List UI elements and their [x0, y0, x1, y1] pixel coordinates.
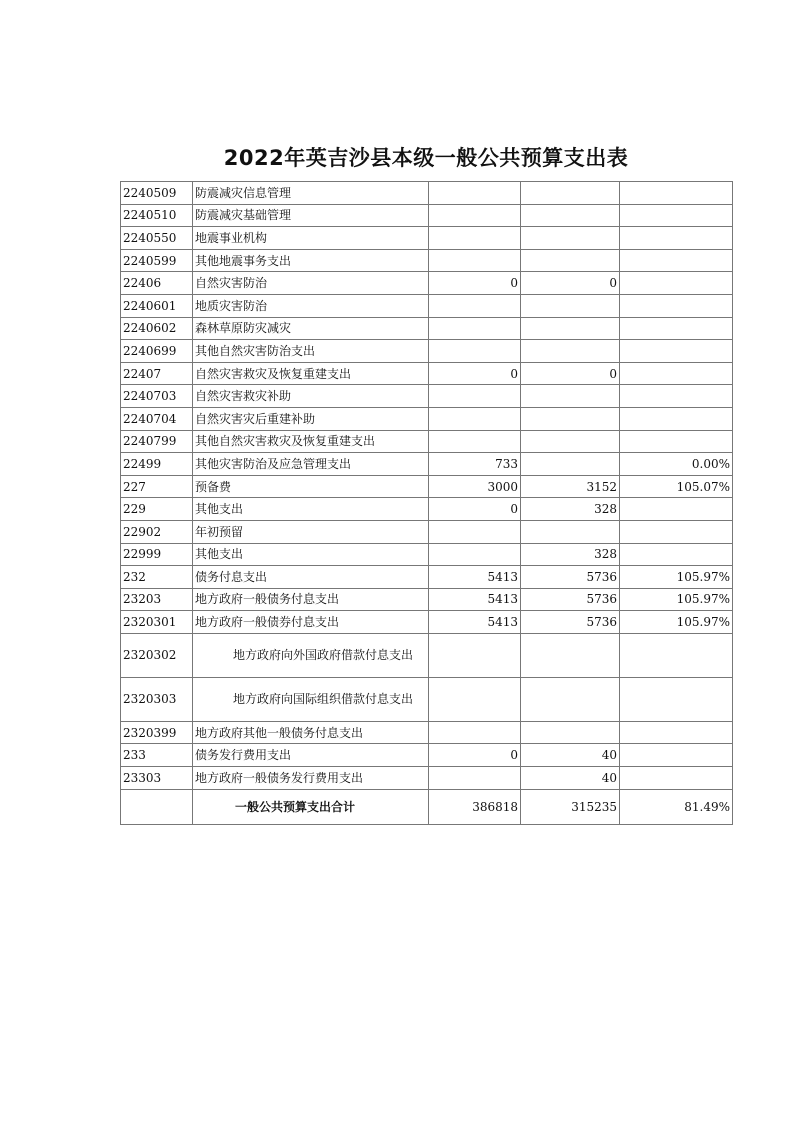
subject-name: 地方政府一般债务发行费用支出: [193, 767, 429, 790]
subject-name: 其他自然灾害防治支出: [193, 340, 429, 363]
subject-name: 债务付息支出: [193, 566, 429, 589]
ratio-value: [620, 407, 733, 430]
budget-value: 0: [429, 362, 521, 385]
ratio-value: [620, 362, 733, 385]
subject-name: 森林草原防灾减灾: [193, 317, 429, 340]
table-row: [121, 520, 733, 543]
actual-value: [521, 340, 620, 363]
subject-code: 2240550: [121, 227, 193, 250]
budget-value: [429, 317, 521, 340]
budget-value: [429, 721, 521, 744]
subject-code: 23303: [121, 767, 193, 790]
budget-value: [429, 227, 521, 250]
total-row: [121, 789, 733, 824]
actual-value: 0: [521, 272, 620, 295]
budget-value: 0: [429, 498, 521, 521]
ratio-value: 105.97%: [620, 566, 733, 589]
total-ratio-value: 81.49%: [620, 789, 733, 824]
subject-code: [121, 789, 193, 824]
budget-value: [429, 249, 521, 272]
budget-value: 0: [429, 744, 521, 767]
ratio-value: [620, 294, 733, 317]
actual-value: [521, 227, 620, 250]
budget-value: [429, 385, 521, 408]
subject-code: 2240799: [121, 430, 193, 453]
subject-code: 232: [121, 566, 193, 589]
ratio-value: 105.97%: [620, 611, 733, 634]
budget-value: [429, 340, 521, 363]
table-row: [121, 475, 733, 498]
ratio-value: 0.00%: [620, 453, 733, 476]
table-row: [121, 744, 733, 767]
ratio-value: [620, 543, 733, 566]
budget-value: 0: [429, 272, 521, 295]
ratio-value: [620, 498, 733, 521]
subject-name-text: 地方政府向外国政府借款付息支出: [233, 648, 414, 663]
actual-value: 40: [521, 744, 620, 767]
actual-value: 5736: [521, 611, 620, 634]
actual-value: [521, 633, 620, 677]
budget-value: [429, 182, 521, 205]
actual-value: [521, 453, 620, 476]
table-row: [121, 182, 733, 205]
actual-value: 5736: [521, 566, 620, 589]
table-row: [121, 611, 733, 634]
budget-value: 5413: [429, 588, 521, 611]
ratio-value: [620, 204, 733, 227]
subject-code: 2240602: [121, 317, 193, 340]
subject-name: 地方政府其他一般债务付息支出: [193, 721, 429, 744]
actual-value: 0: [521, 362, 620, 385]
budget-value: [429, 294, 521, 317]
table-row: [121, 317, 733, 340]
table-row: [121, 566, 733, 589]
budget-value: 733: [429, 453, 521, 476]
table-row: [121, 543, 733, 566]
subject-name: 其他地震事务支出: [193, 249, 429, 272]
subject-name: 地震事业机构: [193, 227, 429, 250]
total-actual-value: 315235: [521, 789, 620, 824]
actual-value: [521, 294, 620, 317]
actual-value: [521, 204, 620, 227]
subject-name: [193, 633, 429, 677]
subject-code: 2240703: [121, 385, 193, 408]
table-row: [121, 249, 733, 272]
total-label: 一般公共预算支出合计: [193, 789, 429, 824]
subject-code: 2320399: [121, 721, 193, 744]
subject-code: 2240599: [121, 249, 193, 272]
subject-name: 地质灾害防治: [193, 294, 429, 317]
subject-name: 自然灾害救灾及恢复重建支出: [193, 362, 429, 385]
actual-value: 5736: [521, 588, 620, 611]
subject-name: [193, 677, 429, 721]
actual-value: 328: [521, 543, 620, 566]
budget-value: [429, 407, 521, 430]
budget-value: [429, 677, 521, 721]
subject-name: 其他支出: [193, 543, 429, 566]
ratio-value: 105.07%: [620, 475, 733, 498]
subject-code: 229: [121, 498, 193, 521]
subject-name-text: 地方政府向国际组织借款付息支出: [233, 692, 414, 707]
actual-value: [521, 317, 620, 340]
page-title: 2022年英吉沙县本级一般公共预算支出表: [223, 146, 629, 170]
subject-code: 22999: [121, 543, 193, 566]
subject-code: 233: [121, 744, 193, 767]
subject-name: 年初预留: [193, 520, 429, 543]
ratio-value: [620, 633, 733, 677]
ratio-value: [620, 340, 733, 363]
subject-name: 自然灾害救灾补助: [193, 385, 429, 408]
actual-value: [521, 430, 620, 453]
subject-code: 2240699: [121, 340, 193, 363]
actual-value: [521, 182, 620, 205]
ratio-value: [620, 385, 733, 408]
table-row: [121, 498, 733, 521]
table-row: [121, 294, 733, 317]
subject-code: 22902: [121, 520, 193, 543]
budget-value: 5413: [429, 566, 521, 589]
subject-name: 地方政府一般债务付息支出: [193, 588, 429, 611]
ratio-value: [620, 767, 733, 790]
subject-name: 其他自然灾害救灾及恢复重建支出: [193, 430, 429, 453]
table-row: [121, 721, 733, 744]
table-row: [121, 227, 733, 250]
subject-name: 地方政府一般债券付息支出: [193, 611, 429, 634]
actual-value: [521, 249, 620, 272]
subject-code: 23203: [121, 588, 193, 611]
subject-code: 2240509: [121, 182, 193, 205]
ratio-value: [620, 272, 733, 295]
budget-value: [429, 633, 521, 677]
budget-table: [120, 181, 733, 825]
table-row: [121, 453, 733, 476]
budget-value: [429, 543, 521, 566]
subject-code: 2240704: [121, 407, 193, 430]
subject-code: 2320301: [121, 611, 193, 634]
table-row: [121, 430, 733, 453]
ratio-value: [620, 249, 733, 272]
subject-name: 防震减灾基础管理: [193, 204, 429, 227]
subject-name: 自然灾害防治: [193, 272, 429, 295]
subject-code: 2320302: [121, 633, 193, 677]
ratio-value: [620, 744, 733, 767]
subject-name: 其他灾害防治及应急管理支出: [193, 453, 429, 476]
actual-value: 40: [521, 767, 620, 790]
actual-value: [521, 721, 620, 744]
subject-code: 22407: [121, 362, 193, 385]
table-row: [121, 204, 733, 227]
ratio-value: [620, 520, 733, 543]
actual-value: [521, 677, 620, 721]
total-budget-value: 386818: [429, 789, 521, 824]
subject-code: 2240601: [121, 294, 193, 317]
ratio-value: [620, 317, 733, 340]
budget-value: [429, 430, 521, 453]
subject-name: 防震减灾信息管理: [193, 182, 429, 205]
actual-value: [521, 520, 620, 543]
ratio-value: [620, 721, 733, 744]
actual-value: 328: [521, 498, 620, 521]
ratio-value: 105.97%: [620, 588, 733, 611]
budget-value: [429, 767, 521, 790]
table-row: [121, 272, 733, 295]
subject-name: 债务发行费用支出: [193, 744, 429, 767]
table-row: [121, 633, 733, 677]
ratio-value: [620, 182, 733, 205]
table-row: [121, 385, 733, 408]
table-row: [121, 677, 733, 721]
table-row: [121, 407, 733, 430]
budget-value: 5413: [429, 611, 521, 634]
ratio-value: [620, 227, 733, 250]
subject-code: 227: [121, 475, 193, 498]
table-row: [121, 340, 733, 363]
actual-value: [521, 407, 620, 430]
table-row: [121, 767, 733, 790]
ratio-value: [620, 677, 733, 721]
subject-code: 22406: [121, 272, 193, 295]
actual-value: [521, 385, 620, 408]
subject-code: 22499: [121, 453, 193, 476]
subject-name: 预备费: [193, 475, 429, 498]
budget-value: 3000: [429, 475, 521, 498]
budget-value: [429, 204, 521, 227]
ratio-value: [620, 430, 733, 453]
table-row: [121, 588, 733, 611]
subject-name: 其他支出: [193, 498, 429, 521]
subject-code: 2320303: [121, 677, 193, 721]
subject-code: 2240510: [121, 204, 193, 227]
table-row: [121, 362, 733, 385]
budget-value: [429, 520, 521, 543]
actual-value: 3152: [521, 475, 620, 498]
subject-name: 自然灾害灾后重建补助: [193, 407, 429, 430]
